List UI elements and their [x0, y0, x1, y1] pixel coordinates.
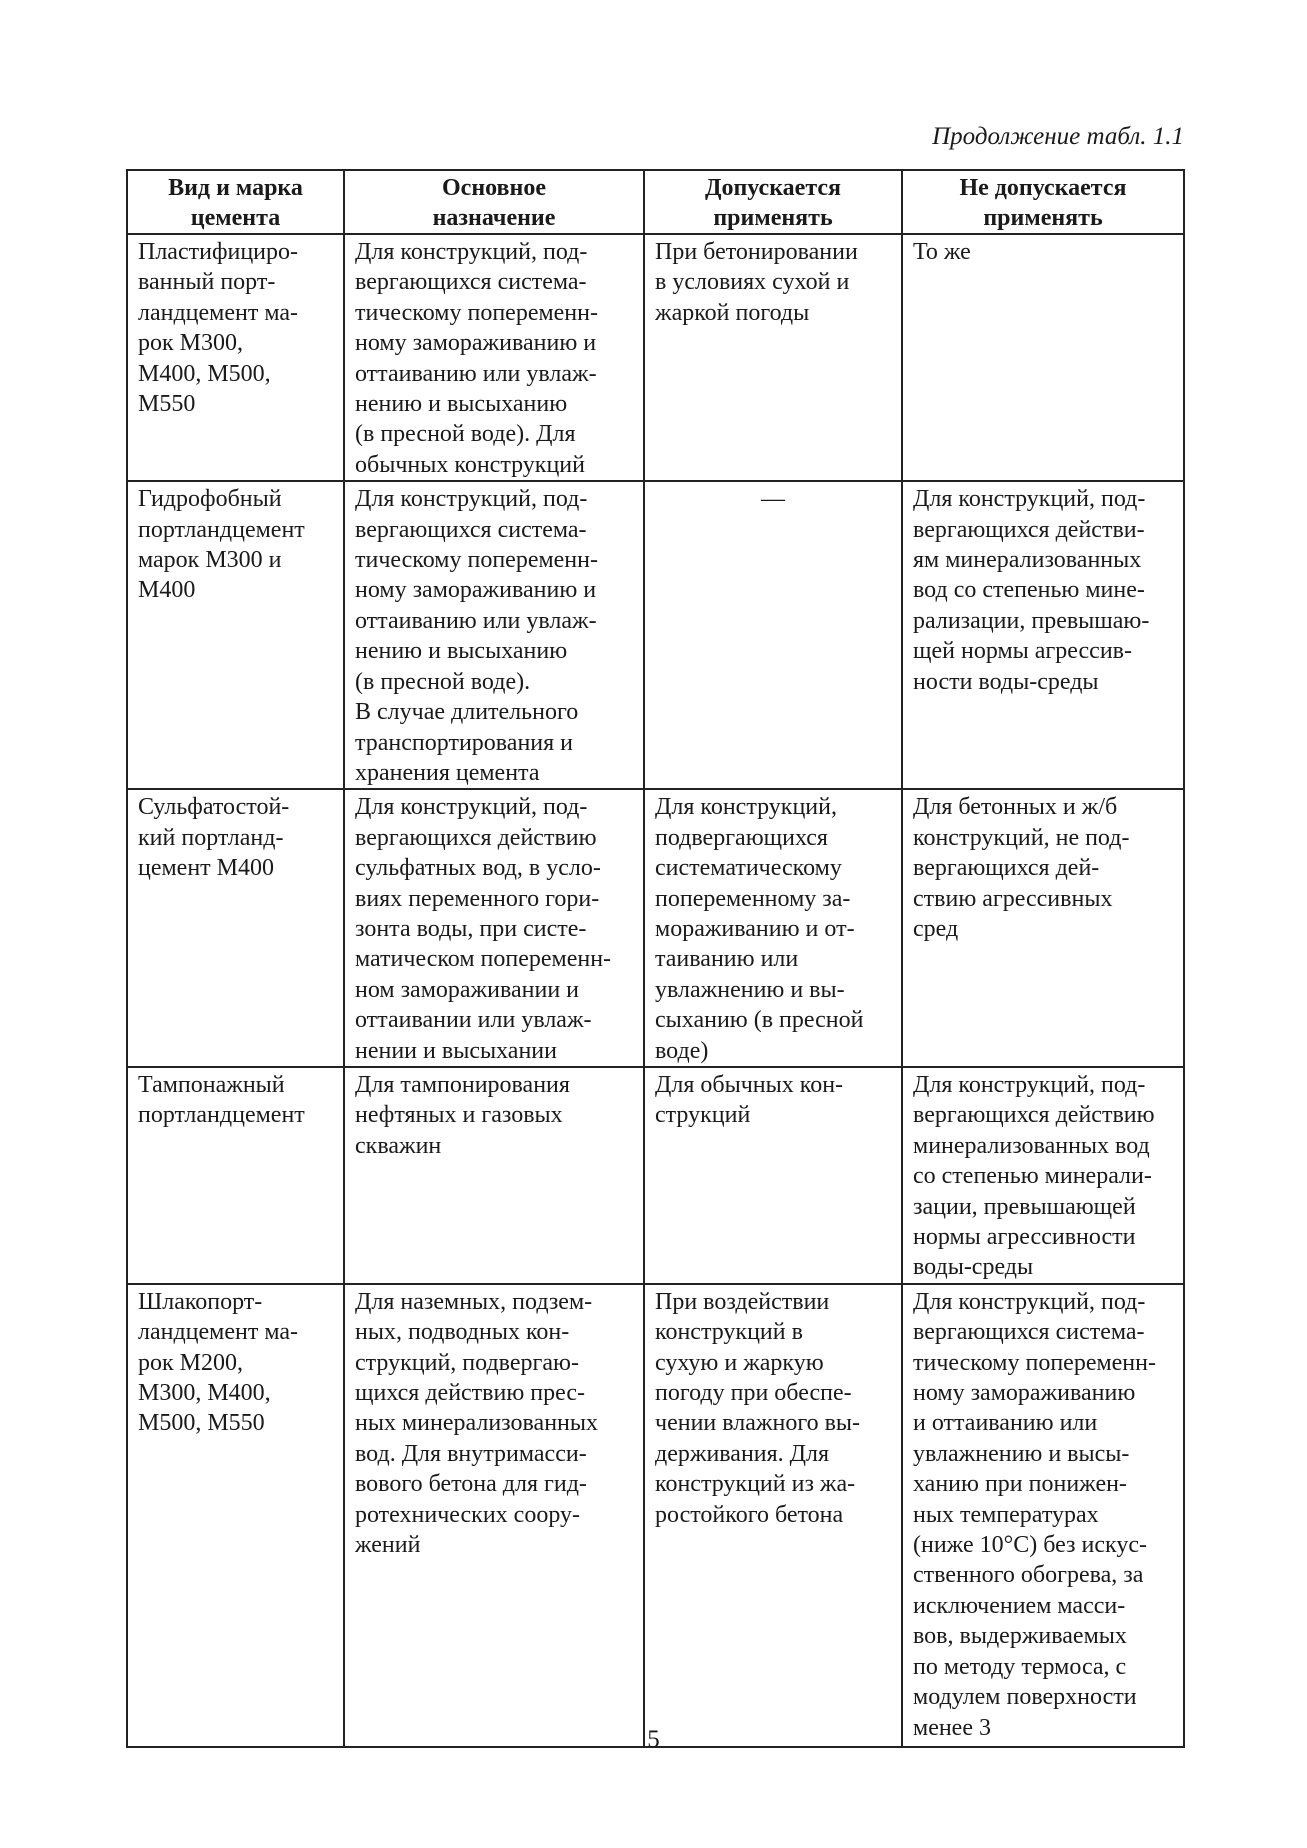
cell-line: вергающихся система- — [355, 516, 587, 543]
purpose-cell — [344, 1284, 644, 1747]
cell-line: оттаивании или увлаж- — [355, 1007, 592, 1034]
cell-line: Для конструкций, под- — [913, 486, 1146, 513]
cell-line: Сульфатостой- — [138, 794, 290, 821]
cell-line: При воздействии — [655, 1288, 830, 1315]
cell-line: струкций, подвергаю- — [355, 1349, 579, 1376]
cell-line: скважин — [355, 1132, 442, 1159]
cell-line: вергающихся действи- — [913, 516, 1145, 543]
cell-line: в условиях сухой и — [655, 269, 850, 296]
table-row — [127, 1284, 1184, 1747]
cement-type-cell — [127, 1284, 344, 1747]
cell-line: М300, М400, — [138, 1380, 271, 1407]
cell-line: Для конструкций, под- — [913, 1071, 1146, 1098]
cell-line: Тампонажный — [138, 1071, 285, 1098]
cell-line: ростойкого бетона — [655, 1501, 844, 1528]
cell-line: со степенью минерали- — [913, 1163, 1152, 1190]
cell-line: держивания. Для — [655, 1440, 830, 1467]
cement-table — [126, 169, 1185, 1748]
cell-line: портландцемент — [138, 516, 305, 543]
cell-line: вод со степенью мине- — [913, 577, 1145, 604]
cell-line: ному замораживанию и — [355, 330, 597, 357]
cell-line: подвергающихся — [655, 824, 828, 851]
cell-line: — — [761, 486, 785, 513]
cell-line: конструкций из жа- — [655, 1471, 856, 1498]
cell-line: ности воды-среды — [913, 668, 1099, 695]
cell-line: кий портланд- — [138, 824, 284, 851]
cell-line: Для конструкций, под- — [355, 486, 588, 513]
cell-line: (ниже 10°С) без искус- — [913, 1532, 1147, 1559]
cell-line: марок М300 и — [138, 547, 282, 574]
purpose-cell — [344, 1067, 644, 1284]
cell-line: вергающихся дей- — [913, 855, 1100, 882]
cell-line: струкций — [655, 1102, 751, 1129]
cell-line: сред — [913, 915, 959, 942]
cell-line: нении и высыхании — [355, 1037, 557, 1064]
cell-line: вергающихся система- — [913, 1319, 1145, 1346]
cell-line: воде) — [655, 1037, 709, 1064]
cell-line: М400, М500, — [138, 360, 271, 387]
cement-type-cell — [127, 789, 344, 1067]
cell-line: увлажнению и вы- — [655, 976, 845, 1003]
cell-line: ных, подводных кон- — [355, 1319, 570, 1346]
allowed-cell — [644, 234, 902, 481]
cell-line: модулем поверхности — [913, 1684, 1137, 1711]
cell-line: вергающихся система- — [355, 269, 587, 296]
cell-line: конструкций в — [655, 1319, 803, 1346]
cement-type-cell — [127, 1067, 344, 1284]
purpose-cell — [344, 234, 644, 481]
cell-line: матическом попеременн- — [355, 946, 612, 973]
header-cell: Не допускается применять — [902, 170, 1184, 234]
cell-line: щей нормы агрессив- — [913, 638, 1132, 665]
cell-line: жений — [355, 1532, 421, 1559]
table-row — [127, 481, 1184, 789]
not-allowed-cell — [902, 789, 1184, 1067]
cell-line: ственного обогрева, за — [913, 1562, 1144, 1589]
cell-line: портландцемент — [138, 1102, 305, 1129]
table-row — [127, 789, 1184, 1067]
cell-line: Для бетонных и ж/б — [913, 794, 1118, 821]
cell-line: Для наземных, подзем- — [355, 1288, 593, 1315]
table-caption: Продолжение табл. 1.1 — [932, 123, 1184, 150]
cell-line: оттаиванию или увлаж- — [355, 360, 597, 387]
cell-line: нормы агрессивности — [913, 1224, 1136, 1250]
cell-line: попеременному за- — [655, 885, 851, 912]
cell-line: оттаиванию или увлаж- — [355, 607, 597, 634]
not-allowed-cell — [902, 481, 1184, 789]
cell-line: тическому попеременн- — [355, 299, 598, 326]
cell-line: жаркой погоды — [655, 299, 810, 326]
cell-line: вергающихся действию — [913, 1102, 1155, 1129]
cell-line: Для конструкций, под- — [355, 239, 588, 265]
cell-line: Гидрофобный — [138, 486, 282, 513]
cell-line: хранения цемента — [355, 759, 540, 786]
cell-line: Для конструкций, под- — [913, 1288, 1146, 1315]
header-cell: Вид и марка цемента — [127, 170, 344, 234]
cell-line: М550 — [138, 391, 196, 418]
cell-line: ванный порт- — [138, 269, 276, 296]
cell-line: сыханию (в пресной — [655, 1007, 864, 1034]
cell-line: сухую и жаркую — [655, 1349, 824, 1376]
cell-line: чении влажного вы- — [655, 1410, 861, 1437]
cell-line: ствию агрессивных — [913, 885, 1113, 912]
cell-line: ных минерализованных — [355, 1410, 598, 1437]
not-allowed-cell — [902, 1067, 1184, 1284]
cell-line: нению и высыханию — [355, 391, 568, 418]
allowed-cell — [644, 1284, 902, 1747]
cell-line: ландцемент ма- — [138, 1319, 299, 1346]
purpose-cell — [344, 481, 644, 789]
cement-type-cell — [127, 234, 344, 481]
cell-line: вового бетона для гид- — [355, 1471, 587, 1498]
cell-line: ному замораживанию и — [355, 577, 597, 604]
cell-line: вов, выдерживаемых — [913, 1623, 1127, 1650]
cell-line: тическому попеременн- — [355, 547, 598, 574]
table-row — [127, 234, 1184, 481]
not-allowed-cell — [902, 234, 1184, 481]
header-cell: Основное назначение — [344, 170, 644, 234]
page-number: 5 — [647, 1726, 660, 1753]
cell-line: зации, превышающей — [913, 1193, 1136, 1220]
cell-line: Для тампонирования — [355, 1071, 570, 1098]
header-cell: Допускается применять — [644, 170, 902, 234]
cell-line: виях переменного гори- — [355, 885, 600, 912]
cell-line: щихся действию прес- — [355, 1380, 586, 1407]
cell-line: обычных конструкций — [355, 451, 585, 478]
cell-line: В случае длительного — [355, 699, 579, 726]
cell-line: (в пресной воде). — [355, 668, 531, 695]
cell-line: увлажнению и высы- — [913, 1440, 1130, 1467]
cell-line: нефтяных и газовых — [355, 1102, 563, 1129]
table-row — [127, 1067, 1184, 1284]
cell-line: М500, М550 — [138, 1410, 265, 1437]
cell-line: рок М300, — [138, 330, 243, 357]
cell-line: ном замораживании и — [355, 976, 580, 1003]
cell-line: вергающихся действию — [355, 824, 597, 851]
allowed-cell — [644, 789, 902, 1067]
cell-line: Шлакопорт- — [138, 1288, 263, 1315]
cell-line: по методу термоса, с — [913, 1653, 1127, 1680]
cell-line: ному замораживанию — [913, 1380, 1136, 1407]
cell-line: транспортирования и — [355, 729, 574, 756]
cell-line: и оттаиванию или — [913, 1410, 1098, 1437]
cell-line: Для обычных кон- — [655, 1071, 844, 1098]
cell-line: Пластифициро- — [138, 239, 299, 265]
cell-line: (в пресной воде). Для — [355, 421, 576, 448]
cell-line: сульфатных вод, в усло- — [355, 855, 601, 882]
cell-line: воды-среды — [913, 1254, 1034, 1281]
cell-line: вод. Для внутримасси- — [355, 1440, 587, 1467]
cell-line: тическому попеременн- — [913, 1349, 1156, 1376]
allowed-cell — [644, 481, 902, 789]
cell-line: То же — [913, 239, 971, 265]
cell-line: рок М200, — [138, 1349, 243, 1376]
cement-type-cell — [127, 481, 344, 789]
cell-line: ландцемент ма- — [138, 299, 299, 326]
cell-line: таиванию или — [655, 946, 799, 973]
cell-line: менее 3 — [913, 1714, 991, 1741]
cell-line: М400 — [138, 577, 196, 604]
cell-line: ханию при понижен- — [913, 1471, 1127, 1498]
cell-line: ных температурах — [913, 1501, 1099, 1528]
cell-line: Для конструкций, — [655, 794, 837, 821]
cell-line: При бетонировании — [655, 239, 858, 265]
header-row — [127, 170, 1184, 234]
purpose-cell — [344, 789, 644, 1067]
cell-line: исключением масси- — [913, 1592, 1126, 1619]
allowed-cell — [644, 1067, 902, 1284]
cell-line: Для конструкций, под- — [355, 794, 588, 821]
cell-line: погоду при обеспе- — [655, 1380, 852, 1407]
not-allowed-cell — [902, 1284, 1184, 1747]
cell-line: зонта воды, при систе- — [355, 915, 587, 942]
cell-line: конструкций, не под- — [913, 824, 1130, 851]
cell-line: ротехнических соору- — [355, 1501, 580, 1528]
cell-line: мораживанию и от- — [655, 915, 855, 942]
cell-line: рализации, превышаю- — [913, 607, 1150, 634]
cell-line: цемент М400 — [138, 855, 275, 882]
cell-line: систематическому — [655, 855, 842, 882]
cell-line: нению и высыханию — [355, 638, 568, 665]
cell-line: минерализованных вод — [913, 1132, 1150, 1159]
cell-line: ям минерализованных — [913, 547, 1142, 574]
